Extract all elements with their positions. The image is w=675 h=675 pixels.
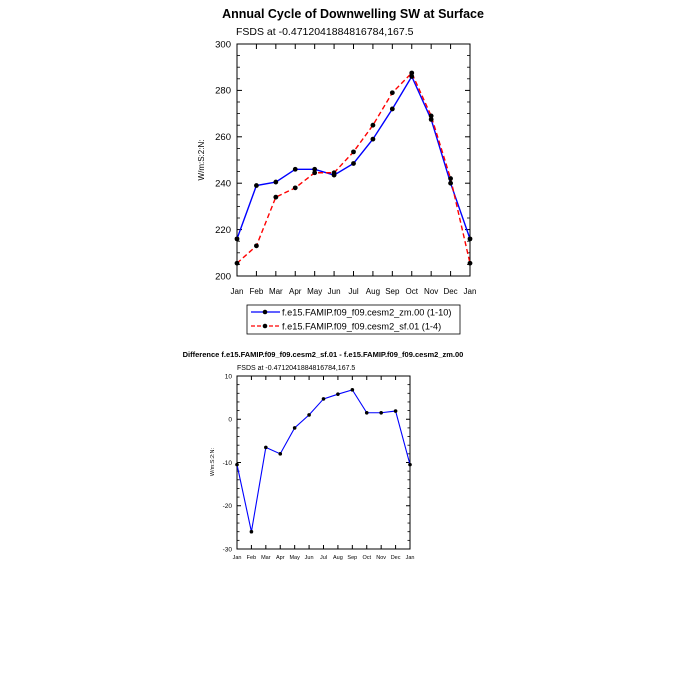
data-point-series-1 — [264, 446, 268, 450]
y-tick-label: 300 — [215, 39, 231, 51]
y-tick-label: 0 — [228, 416, 232, 424]
legend-marker-series-2 — [263, 324, 268, 329]
top-chart-title: Annual Cycle of Downwelling SW at Surface — [222, 7, 484, 21]
data-point-series-2 — [390, 90, 395, 95]
data-point-series-2 — [235, 261, 240, 266]
x-tick-label: Apr — [275, 555, 285, 561]
top-chart — [197, 7, 484, 334]
legend-marker-series-1 — [263, 310, 268, 315]
data-point-series-1 — [235, 236, 240, 241]
data-point-series-1 — [351, 161, 356, 166]
y-tick-label: 10 — [224, 373, 232, 381]
bottom-chart-series — [235, 388, 412, 533]
data-point-series-1 — [351, 388, 355, 392]
data-point-series-2 — [312, 170, 317, 175]
data-point-series-2 — [429, 114, 434, 119]
data-point-series-2 — [371, 123, 376, 128]
x-tick-label: Jun — [327, 287, 341, 296]
bottom-chart-ylabel: W/m:S:2:N: — [210, 447, 216, 477]
y-tick-label: -30 — [222, 546, 232, 554]
data-point-series-2 — [448, 176, 453, 181]
y-tick-label: -10 — [222, 459, 232, 467]
data-point-series-1 — [254, 183, 259, 188]
y-tick-label: 240 — [215, 178, 231, 190]
data-point-series-1 — [336, 392, 340, 396]
data-point-series-1 — [365, 411, 369, 415]
x-tick-label: Jan — [405, 555, 415, 561]
data-point-series-1 — [278, 452, 282, 456]
y-tick-label: 220 — [215, 224, 231, 236]
x-tick-label: Mar — [261, 555, 271, 561]
data-point-series-1 — [273, 180, 278, 185]
x-tick-label: Mar — [268, 287, 283, 296]
x-tick-label: Jan — [232, 555, 242, 561]
data-point-series-1 — [408, 463, 412, 467]
series-line-1 — [237, 390, 410, 532]
y-tick-label: -20 — [222, 503, 232, 511]
x-tick-label: Jan — [463, 287, 477, 296]
data-point-series-1 — [468, 236, 473, 241]
y-tick-label: 200 — [215, 271, 231, 283]
bottom-chart-subtitle: FSDS at -0.4712041884816784,167.5 — [237, 365, 356, 372]
data-point-series-1 — [371, 137, 376, 142]
x-tick-label: Feb — [249, 287, 264, 296]
data-point-series-2 — [254, 243, 259, 248]
x-tick-label: Aug — [365, 287, 381, 296]
x-tick-label: Aug — [333, 555, 343, 561]
bottom-chart — [183, 350, 464, 561]
x-tick-label: Jun — [304, 555, 314, 561]
x-tick-label: Jul — [319, 555, 328, 561]
data-point-series-2 — [409, 71, 414, 76]
data-point-series-1 — [379, 411, 383, 415]
top-chart-series — [235, 71, 473, 266]
series-line-1 — [237, 76, 470, 238]
x-tick-label: Oct — [362, 555, 372, 561]
data-point-series-2 — [332, 170, 337, 175]
data-point-series-1 — [250, 530, 254, 534]
data-point-series-1 — [293, 167, 298, 172]
x-tick-label: Sep — [385, 287, 400, 296]
data-point-series-1 — [307, 413, 311, 417]
y-tick-label: 280 — [215, 85, 231, 97]
x-tick-label: Feb — [246, 555, 257, 561]
x-tick-label: Apr — [289, 287, 302, 296]
y-tick-label: 260 — [215, 132, 231, 144]
top-chart-ylabel: W/m:S:2:N: — [197, 139, 206, 181]
legend-label-series-2: f.e15.FAMIP.f09_f09.cesm2_sf.01 (1-4) — [282, 321, 442, 332]
series-line-2 — [237, 73, 470, 263]
bottom-chart-title: Difference f.e15.FAMIP.f09_f09.cesm2_sf.01 - f.e15.FAMIP.f09_f09.cesm2_zm.00 — [182, 350, 464, 359]
data-point-series-1 — [448, 181, 453, 186]
top-chart-legend — [247, 305, 460, 334]
data-point-series-2 — [293, 185, 298, 190]
x-tick-label: Dec — [443, 287, 458, 296]
data-point-series-1 — [293, 426, 297, 430]
data-point-series-1 — [235, 463, 239, 467]
top-chart-subtitle: FSDS at -0.4712041884816784,167.5 — [236, 26, 414, 38]
x-tick-label: Oct — [405, 287, 418, 296]
x-tick-label: Nov — [376, 555, 387, 561]
legend-label-series-1: f.e15.FAMIP.f09_f09.cesm2_zm.00 (1-10) — [282, 307, 452, 318]
top-chart-plot-frame — [237, 44, 470, 276]
x-tick-label: Jan — [230, 287, 244, 296]
x-tick-label: May — [307, 287, 323, 296]
x-tick-label: Nov — [424, 287, 439, 296]
data-point-series-2 — [468, 261, 473, 266]
data-point-series-2 — [273, 195, 278, 200]
x-tick-label: Dec — [390, 555, 401, 561]
x-tick-label: Jul — [348, 287, 359, 296]
x-tick-label: Sep — [347, 555, 358, 561]
data-point-series-1 — [390, 107, 395, 112]
data-point-series-2 — [351, 149, 356, 154]
data-point-series-1 — [394, 409, 398, 413]
data-point-series-1 — [322, 397, 326, 401]
x-tick-label: May — [289, 555, 300, 561]
